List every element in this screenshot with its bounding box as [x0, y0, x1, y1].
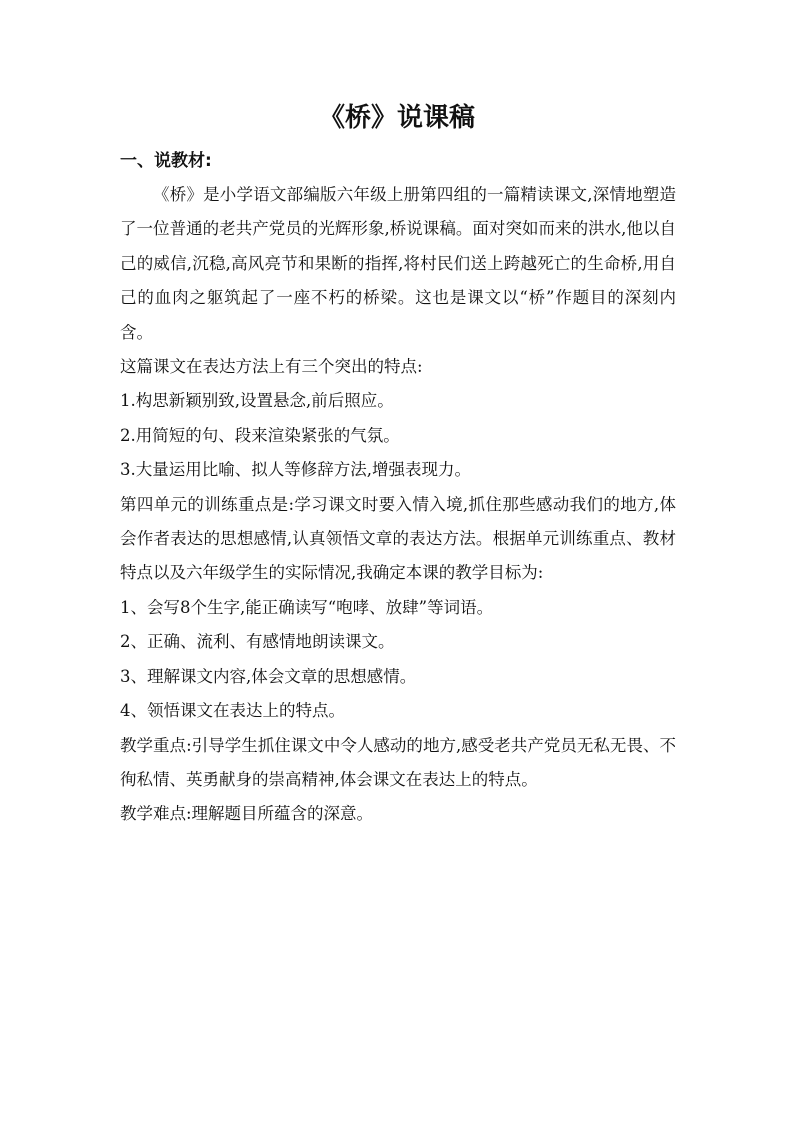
section-heading: 一、说教材:	[120, 151, 212, 171]
paragraph-feature-2: 2.用简短的句、段来渲染紧张的气氛。	[120, 425, 400, 445]
paragraph-key-point: 教学重点:引导学生抓住课文中令人感动的地方,感受老共产党员无私无畏、不徇私情、英勇献身的崇高精神,体会课文在表达上的特点。	[120, 735, 676, 789]
paragraph-features-intro: 这篇课文在表达方法上有三个突出的特点:	[120, 357, 423, 377]
paragraph-unit-focus: 第四单元的训练重点是:学习课文时要入情入境,抓住那些感动我们的地方,体会作者表达的思想感情,认真领悟文章的表达方法。根据单元训练重点、教材特点以及六年级学生的实际情况,我确定本课的教学目标为:	[120, 494, 676, 583]
page-title: 《桥》说课稿	[318, 103, 475, 133]
paragraph-goal-3: 3、理解课文内容,体会文章的思想感情。	[120, 666, 417, 686]
paragraph-goal-1: 1、会写8个生字,能正确读写“咆哮、放肆”等词语。	[120, 597, 494, 617]
paragraph-difficulty: 教学难点:理解题目所蕴含的深意。	[120, 804, 374, 824]
paragraph-goal-4: 4、领悟课文在表达上的特点。	[120, 701, 345, 721]
paragraph-feature-1: 1.构思新颖别致,设置悬念,前后照应。	[120, 391, 394, 411]
paragraph-intro: 《桥》是小学语文部编版六年级上册第四组的一篇精读课文,深情地塑造了一位普通的老共产党员的光辉形象,桥说课稿。面对突如而来的洪水,他以自己的威信,沉稳,高风亮节和果断的指挥,将村民们送上跨越死亡的生命桥,用自己的血肉之躯筑起了一座不朽的桥梁。这也是课文以“桥”作题目的深刻内含。	[120, 185, 676, 342]
paragraph-feature-3: 3.大量运用比喻、拟人等修辞方法,增强表现力。	[120, 460, 471, 480]
document-body	[120, 144, 676, 832]
paragraph-goal-2: 2、正确、流利、有感情地朗读课文。	[120, 632, 395, 652]
